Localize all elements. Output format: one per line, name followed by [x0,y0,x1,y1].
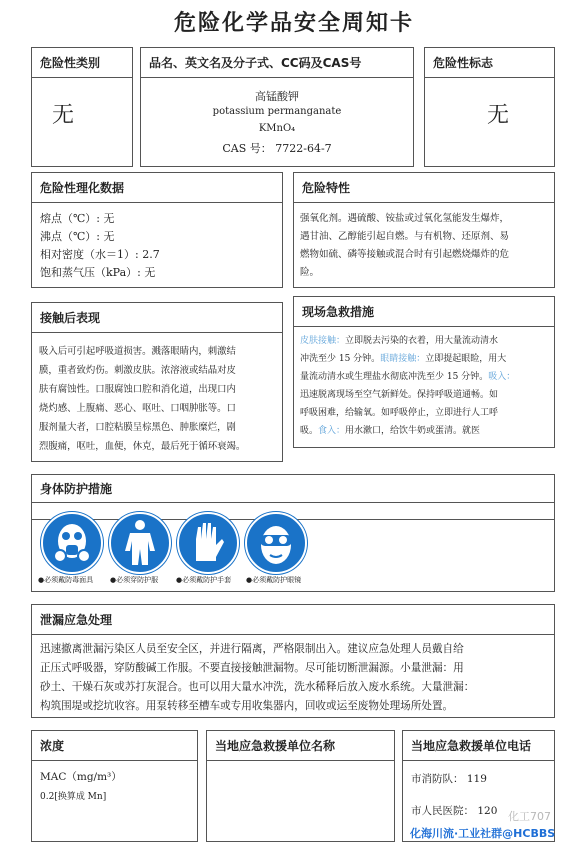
respirator-icon [40,511,104,575]
leak-box [31,604,555,718]
concentration-box [31,730,198,842]
firstaid-line [300,333,498,346]
inhalation-tag: 吸入： [488,372,516,382]
skin-contact-text: 立即脱去污染的衣着，用大量流动清水 [345,336,499,346]
watermark-community: 化海川流·工业社群@HCBBS [410,827,556,840]
firstaid-text: 吸。 [300,426,319,436]
hazard-props-line: 强氧化剂。遇硫酸、铵盐或过氧化氢能发生爆炸， [300,213,510,224]
mac-label: MAC（mg/m³） [40,771,122,783]
en-name: potassium permanganate [212,106,342,117]
firstaid-line [300,351,506,364]
contact-line: 吸入后可引起呼吸道损害。溅落眼睛内，刺激结 [39,346,236,357]
local-unit-box [206,730,395,842]
firstaid-line: 迅速脱离现场至空气新鲜处。保持呼吸道通畅。如 [300,390,499,400]
firstaid-box [293,296,555,448]
leak-line: 砂土、干燥石灰或苏打灰混合。也可以用大量水冲洗，洗水稀释后放入废水系统。大量泄漏： [40,681,475,693]
cas-number: CAS 号： 7722-64-7 [222,142,332,155]
ingestion-tag: 食入： [318,426,346,436]
physchem-line: 相对密度（水＝1）: 2.7 [40,248,160,261]
firstaid-text: 量流动清水或生理盐水彻底冲洗至少 15 分钟。 [300,372,489,382]
goggles-icon [244,511,308,575]
contact-line: 烧灼感、上腹痛、恶心、呕吐、口咽肿胀等。口 [39,403,236,414]
physchem-line: 沸点（℃）: 无 [40,230,115,243]
names-box [140,47,414,167]
hazard-class-value: 无 [52,103,75,128]
gloves-icon [176,511,240,575]
watermark-brand: 化工707 [508,810,551,823]
contact-line: 膜，重者致灼伤。刺激皮肤。浓溶液或结晶对皮 [39,365,236,376]
ppe-caption: ●必须戴防护手套 [176,576,232,584]
ppe-caption: ●必须戴防毒面具 [38,576,94,584]
firstaid-label: 现场急救措施 [294,297,554,327]
leak-line: 构筑围堤或挖坑收容。用泵转移至槽车或专用收集器内，回收或运至废物处理场所处置。 [40,700,454,712]
hazard-class-box [31,47,133,167]
hazard-props-line: 遇甘油、乙醇能引起自燃。与有机物、还原剂、易 [300,231,510,242]
fire-dept-phone: 市消防队： 119 [411,773,487,785]
contact-box [31,302,283,462]
firstaid-text: 冲洗至少 15 分钟。 [300,354,381,364]
leak-line: 迅速撤离泄漏污染区人员至安全区，并进行隔离，严格限制出入。建议应急处理人员戴自给 [40,643,464,655]
hazard-props-box [293,172,555,288]
contact-line: 服剂量大者，口腔粘膜呈棕黑色、肿胀糜烂，剧 [39,422,236,433]
hazard-mark-box [424,47,555,167]
physchem-label: 危险性理化数据 [32,173,282,203]
physchem-line: 熔点（℃）: 无 [40,212,115,225]
ppe-caption: ●必须穿防护服 [110,576,159,584]
hazard-mark-value: 无 [487,103,510,128]
formula: KMnO₄ [258,123,296,134]
names-label: 品名、英文名及分子式、CC码及CAS号 [141,48,413,78]
hazard-props-line: 燃物如硫、磷等接触或混合时有引起燃烧爆炸的危 [300,249,510,260]
ppe-caption: ●必须戴防护眼镜 [246,576,302,584]
contact-label: 接触后表现 [32,303,282,333]
eye-contact-text: 立即提起眼睑，用大 [425,354,507,364]
physchem-line: 饱和蒸气压（kPa）: 无 [40,266,156,279]
firstaid-line [300,423,480,436]
mac-value: 0.2[换算成 Mn] [40,792,107,802]
firstaid-line [300,369,515,382]
ingestion-text: 用水漱口，给饮牛奶或蛋清。就医 [345,426,481,436]
ppe-box [31,474,555,592]
protective-suit-icon [108,511,172,575]
leak-line: 正压式呼吸器，穿防酸碱工作服。不要直接接触泄漏物。尽可能切断泄漏源。小量泄漏：用 [40,662,464,674]
hazard-props-line: 险。 [300,267,320,278]
physchem-box [31,172,283,288]
firstaid-line: 呼吸困难，给输氧。如呼吸停止，立即进行人工呼 [300,408,499,418]
leak-label: 泄漏应急处理 [32,605,554,635]
card-title: 危险化学品安全周知卡 [173,11,414,36]
hazard-class-label: 危险性类别 [32,48,132,78]
local-unit-label: 当地应急救援单位名称 [207,731,394,761]
contact-line: 烈腹痛，呕吐，血便，休克，最后死于循环衰竭。 [39,441,246,452]
ppe-label: 身体防护措施 [32,475,554,503]
eye-contact-tag: 眼睛接触： [380,354,426,364]
hazard-props-label: 危险特性 [294,173,554,203]
hazard-mark-label: 危险性标志 [425,48,554,78]
hospital-phone: 市人民医院： 120 [411,805,498,817]
skin-contact-tag: 皮肤接触： [300,336,346,346]
contact-line: 肤有腐蚀性。口服腐蚀口腔和消化道，出现口内 [39,384,236,395]
cn-name: 高锰酸钾 [255,90,299,103]
concentration-label: 浓度 [32,731,197,761]
local-phone-label: 当地应急救援单位电话 [403,731,554,761]
